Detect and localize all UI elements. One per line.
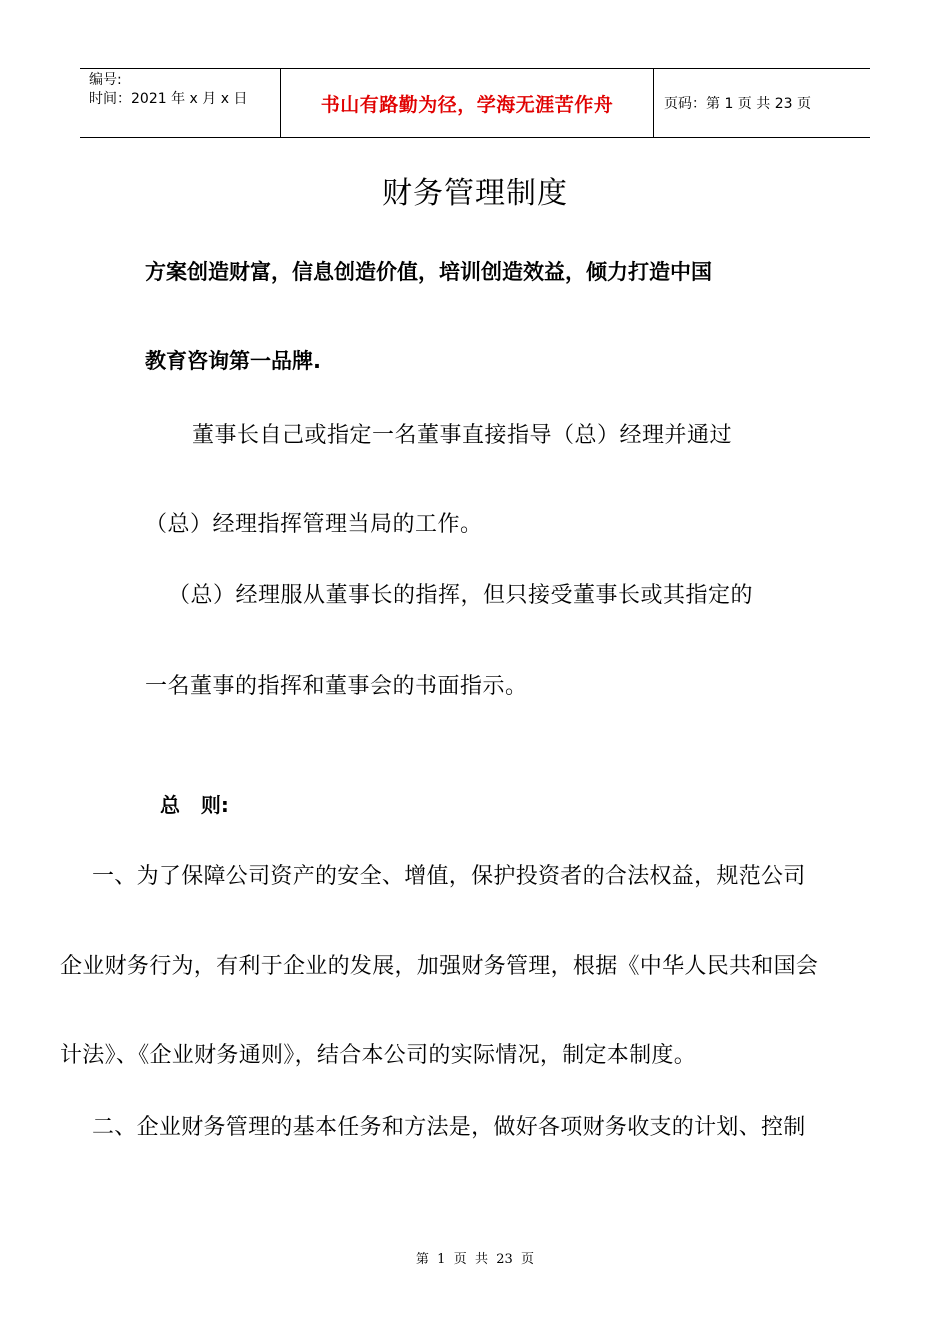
slogan-line-1: 方案创造财富，信息创造价值，培训创造效益，倾力打造中国 [145, 260, 712, 284]
article-1-line-3: 计法》、《企业财务通则》，结合本公司的实际情况，制定本制度。 [60, 1043, 697, 1068]
document-header [80, 68, 870, 138]
header-page-cell [654, 69, 870, 137]
page-footer: 第 1 页 共 23 页 [415, 1252, 535, 1267]
page-title: 财务管理制度 [382, 176, 568, 211]
slogan-line-2: 教育咨询第一品牌. [145, 349, 321, 373]
document-time-label: 时间：2021 年 x 月 x 日 [89, 91, 248, 107]
paragraph-2-line-1: （总）经理服从董事长的指挥，但只接受董事长或其指定的 [168, 583, 754, 608]
article-2-line-1: 二、企业财务管理的基本任务和方法是，做好各项财务收支的计划、控制 [92, 1115, 806, 1140]
paragraph-1-line-2: （总）经理指挥管理当局的工作。 [145, 512, 483, 537]
header-motto: 书山有路勤为径，学海无涯苦作舟 [320, 93, 614, 116]
header-meta-cell [80, 69, 281, 137]
article-1-line-2: 企业财务行为，有利于企业的发展，加强财务管理，根据《中华人民共和国会 [60, 954, 819, 979]
section-heading: 总 则: [160, 793, 229, 817]
paragraph-2-line-2: 一名董事的指挥和董事会的书面指示。 [145, 674, 528, 699]
header-motto-cell [281, 69, 654, 137]
document-number-label: 编号: [89, 72, 122, 88]
article-1-line-1: 一、为了保障公司资产的安全、增值，保护投资者的合法权益，规范公司 [92, 864, 806, 889]
paragraph-1-line-1: 董事长自己或指定一名董事直接指导（总）经理并通过 [192, 423, 733, 448]
header-page-info: 页码：第 1 页 共 23 页 [664, 96, 811, 112]
